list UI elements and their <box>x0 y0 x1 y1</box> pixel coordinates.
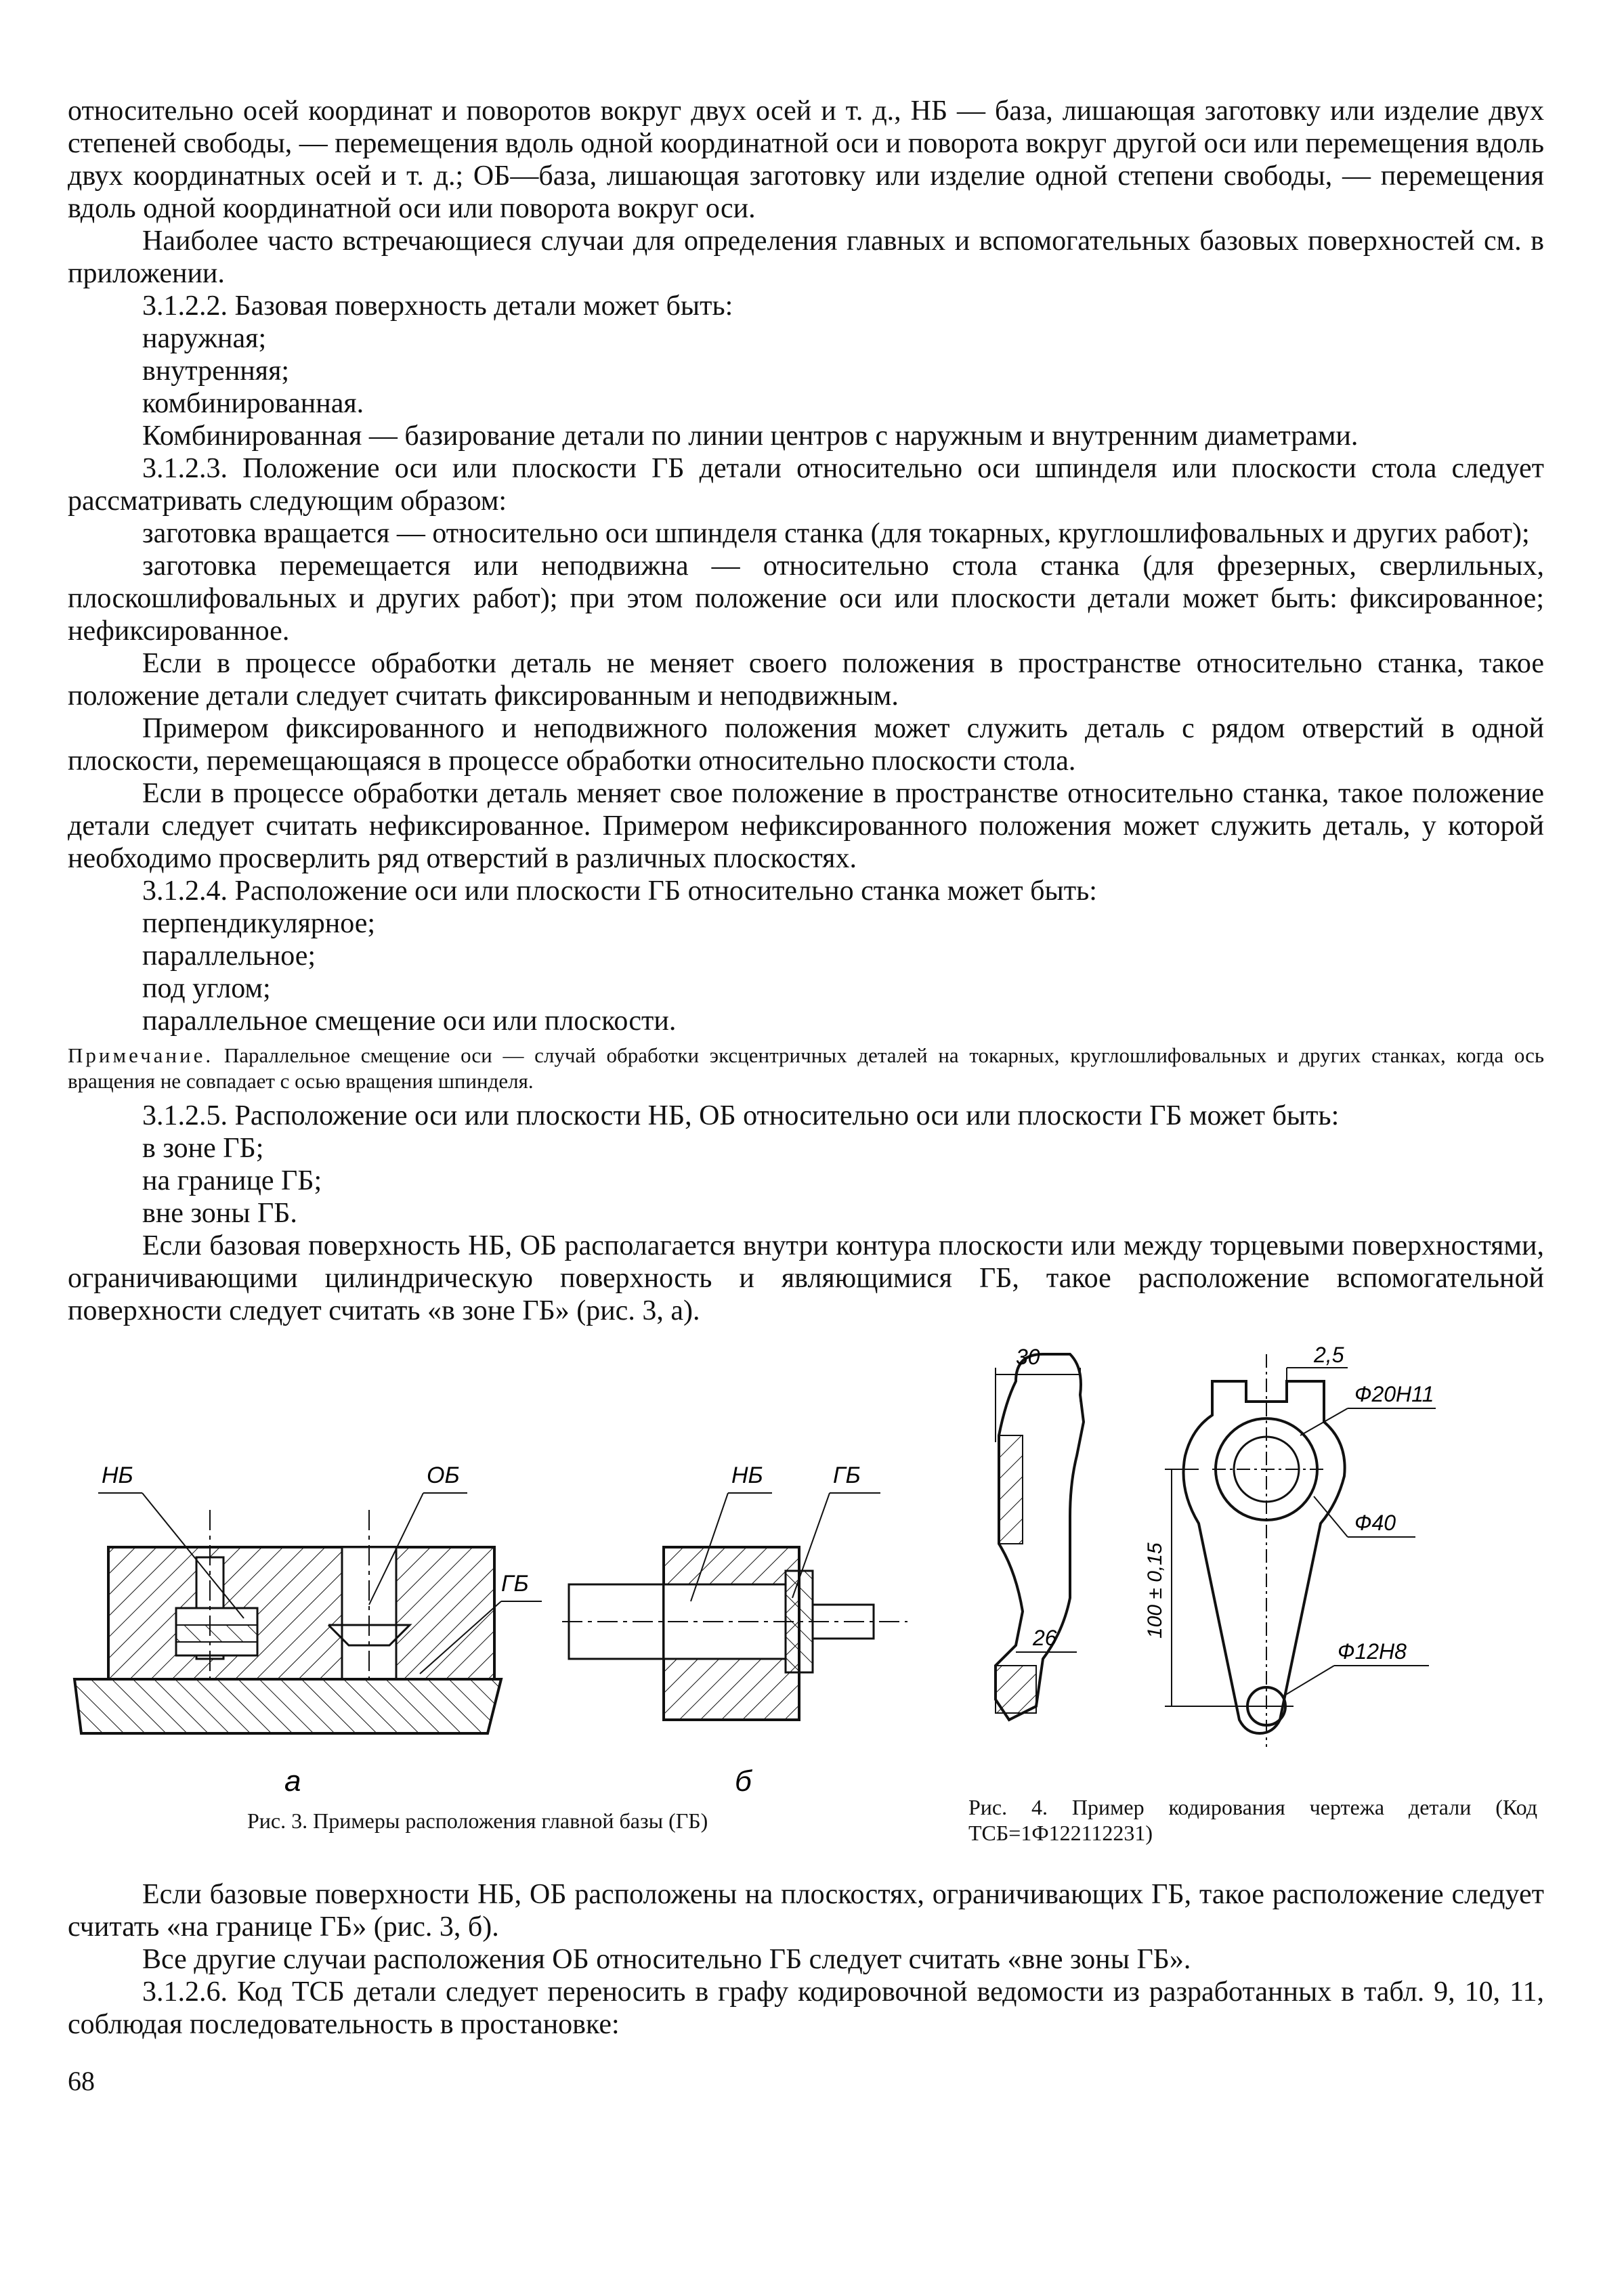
paragraph: 3.1.2.6. Код ТСБ детали следует переносить в графу кодировочной ведомости из разработанных в табл. 9, 10, 11, соблюдая последовательность в простановке: <box>68 1976 1544 2040</box>
figure-4-drawing <box>968 1341 1544 1801</box>
paragraph: 3.1.2.5. Расположение оси или плоскости НБ, ОБ относительно оси или плоскости ГБ может быть: <box>142 1100 1340 1131</box>
list-item: комбинированная. <box>142 388 364 419</box>
subfigure-label-a: а <box>284 1764 301 1798</box>
list-item: параллельное; <box>142 940 316 972</box>
paragraph: 3.1.2.4. Расположение оси или плоскости ГБ относительно станка может быть: <box>142 875 1097 907</box>
label-nb: НБ <box>102 1463 133 1488</box>
fig3b-drawing <box>562 1463 907 1798</box>
figure-3-drawing <box>68 1341 962 1869</box>
paragraph: Наиболее часто встречающиеся случаи для определения главных и вспомогательных базовых поверхностей см. в приложении. <box>68 225 1544 289</box>
list-item: внутренняя; <box>142 355 290 387</box>
page-body <box>68 95 1544 2041</box>
paragraph: заготовка перемещается или неподвижна — относительно стола станка (для фрезерных, сверлильных, плоскошлифовальных и других работ); при этом положение оси или плоскости детали может быть: фиксированное; нефиксированное. <box>68 550 1544 647</box>
dimension-30: 30 <box>1016 1345 1040 1369</box>
dimension-d20: Ф20Н11 <box>1354 1382 1434 1406</box>
label-ob: ОБ <box>427 1463 460 1488</box>
label-nb: НБ <box>731 1463 763 1488</box>
paragraph: Примером фиксированного и неподвижного положения может служить деталь с рядом отверстий в одной плоскости, перемещающаяся в процессе обработки относительно плоскости стола. <box>68 713 1544 777</box>
paragraph: Если базовая поверхность НБ, ОБ располагается внутри контура плоскости или между торцевыми поверхностями, ограничивающими цилиндрическую поверхность и являющимися ГБ, такое расположение вспомогательной поверхности следует считать «в зоне ГБ» (рис. 3, а). <box>68 1230 1544 1326</box>
figure-3 <box>68 1341 962 1869</box>
paragraph: заготовка вращается — относительно оси шпинделя станка (для токарных, круглошлифовальных и других работ); <box>142 518 1530 549</box>
label-gb: ГБ <box>501 1571 529 1597</box>
list-item: на границе ГБ; <box>142 1165 322 1196</box>
dimension-26: 26 <box>1033 1626 1057 1650</box>
list-item: вне зоны ГБ. <box>142 1198 297 1229</box>
note-label: Примечание. <box>68 1043 214 1067</box>
paragraph: Если базовые поверхности НБ, ОБ расположены на плоскостях, ограничивающих ГБ, такое расположение следует считать «на границе ГБ» (рис. 3, б). <box>68 1879 1544 1943</box>
subfigure-label-b: б <box>735 1764 752 1798</box>
dimension-2-5: 2,5 <box>1314 1343 1344 1367</box>
paragraph: относительно осей координат и поворотов вокруг двух осей и т. д., НБ — база, лишающая заготовку или изделие двух степеней свободы, — перемещения вдоль одной координатной оси и поворота вокруг другой оси или перемещения вдоль двух координатных осей и т. д.; ОБ—база, лишающая заготовку или изделие одной степени свободы, — перемещения вдоль одной координатной оси или поворота вокруг оси. <box>68 95 1544 224</box>
note-text: Параллельное смещение оси — случай обработки эксцентричных деталей на токарных, круглошлифовальных и других станках, когда ось вращения не совпадает с осью вращения шпинделя. <box>68 1043 1545 1093</box>
paragraph: 3.1.2.3. Положение оси или плоскости ГБ детали относительно оси шпинделя или плоскости стола следует рассматривать следующим образом: <box>68 453 1544 517</box>
figures-row <box>68 1341 1544 1869</box>
paragraph: Если в процессе обработки деталь меняет свое положение в пространстве относительно станка, такое положение детали следует считать нефиксированное. Примером нефиксированного положения может служить деталь, у которой необходимо просверлить ряд отверстий в различных плоскостях. <box>68 778 1544 874</box>
fig4-side-view <box>996 1345 1084 1720</box>
dimension-100: 100 ± 0,15 <box>1144 1542 1166 1639</box>
figure-4 <box>968 1341 1544 1869</box>
list-item: в зоне ГБ; <box>142 1133 264 1164</box>
list-item: перпендикулярное; <box>142 908 376 939</box>
paragraph: 3.1.2.2. Базовая поверхность детали может быть: <box>142 290 733 322</box>
fig4-front-view <box>1144 1343 1436 1747</box>
figure-3-caption: Рис. 3. Примеры расположения главной базы (ГБ) <box>247 1808 708 1833</box>
fig3a-drawing <box>74 1463 542 1798</box>
note <box>68 1043 1544 1094</box>
dimension-d12: Ф12Н8 <box>1338 1639 1407 1664</box>
list-item: параллельное смещение оси или плоскости. <box>142 1005 677 1037</box>
figure-4-caption: Рис. 4. Пример кодирования чертежа детали (Код ТСБ=1Ф122112231) <box>968 1795 1537 1845</box>
page-number: 68 <box>68 2066 95 2096</box>
paragraph: Все другие случаи расположения ОБ относительно ГБ следует считать «вне зоны ГБ». <box>142 1944 1191 1975</box>
list-item: наружная; <box>142 323 267 354</box>
label-gb: ГБ <box>833 1463 861 1488</box>
paragraph: Если в процессе обработки деталь не меняет своего положения в пространстве относительно станка, такое положение детали следует считать фиксированным и неподвижным. <box>68 648 1544 712</box>
dimension-d40: Ф40 <box>1354 1511 1396 1535</box>
paragraph: Комбинированная — базирование детали по линии центров с наружным и внутренним диаметрами. <box>142 420 1359 452</box>
list-item: под углом; <box>142 973 271 1004</box>
